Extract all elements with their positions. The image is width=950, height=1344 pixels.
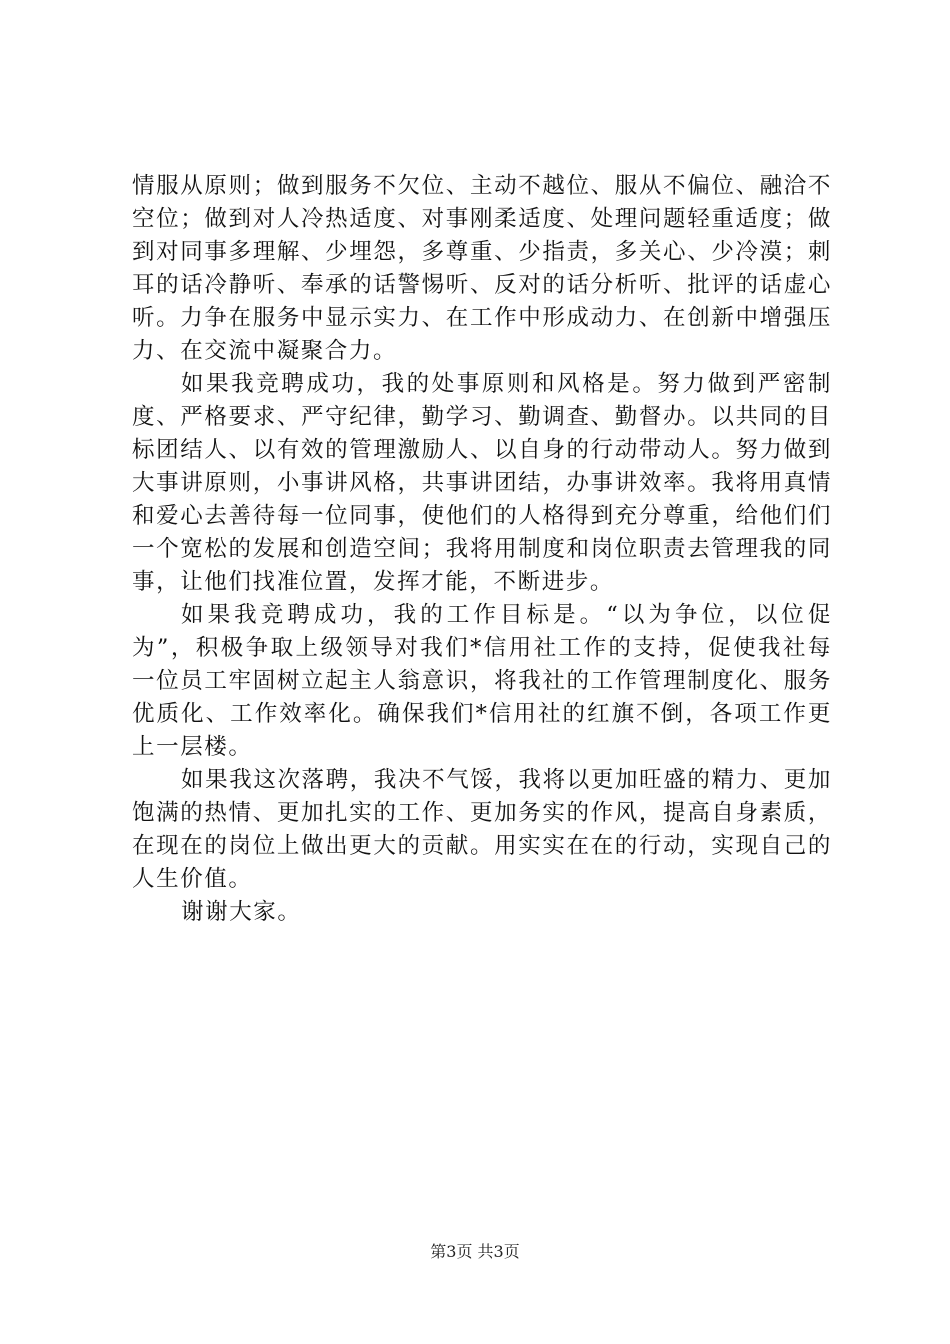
paragraph-service-principles: 情服从原则；做到服务不欠位、主动不越位、服从不偏位、融洽不空位；做到对人冷热适度、对事刚柔适度、处理问题轻重适度；做到对同事多理解、少埋怨，多尊重、少指责，多关心、少冷漠；刺耳的话冷静听、奉承的话警惕听、反对的话分析听、批评的话虚心听。力争在服务中显示实力、在工作中形成动力、在创新中增强压力、在交流中凝聚合力。 [132,173,832,364]
paragraph-work-style: 如果我竞聘成功，我的处事原则和风格是。努力做到严密制度、严格要求、严守纪律，勤学习、勤调查、勤督办。以共同的目标团结人、以有效的管理激励人、以自身的行动带动人。努力做到大事讲原则，小事讲风格，共事讲团结，办事讲效率。我将用真情和爱心去善待每一位同事，使他们的人格得到充分尊重，给他们们一个宽松的发展和创造空间；我将用制度和岗位职责去管理我的同事，让他们找准位置，发挥才能，不断进步。 [132,371,832,595]
paragraph-thanks: 谢谢大家。 [181,899,302,925]
paragraph-work-goals: 如果我竞聘成功，我的工作目标是。“以为争位，以位促为”，积极争取上级领导对我们*信用社工作的支持，促使我社每一位员工牢固树立起主人翁意识，将我社的工作管理制度化、服务优质化、工作效率化。确保我们*信用社的红旗不倒，各项工作更上一层楼。 [132,602,832,760]
page-number-label: 第3页 共3页 [430,1242,520,1261]
paragraph-if-not-selected: 如果我这次落聘，我决不气馁，我将以更加旺盛的精力、更加饱满的热情、更加扎实的工作、更加务实的作风，提高自身素质，在现在的岗位上做出更大的贡献。用实实在在的行动，实现自己的人生价值。 [132,767,832,892]
page-footer [0,1242,950,1262]
document-body [132,170,832,929]
